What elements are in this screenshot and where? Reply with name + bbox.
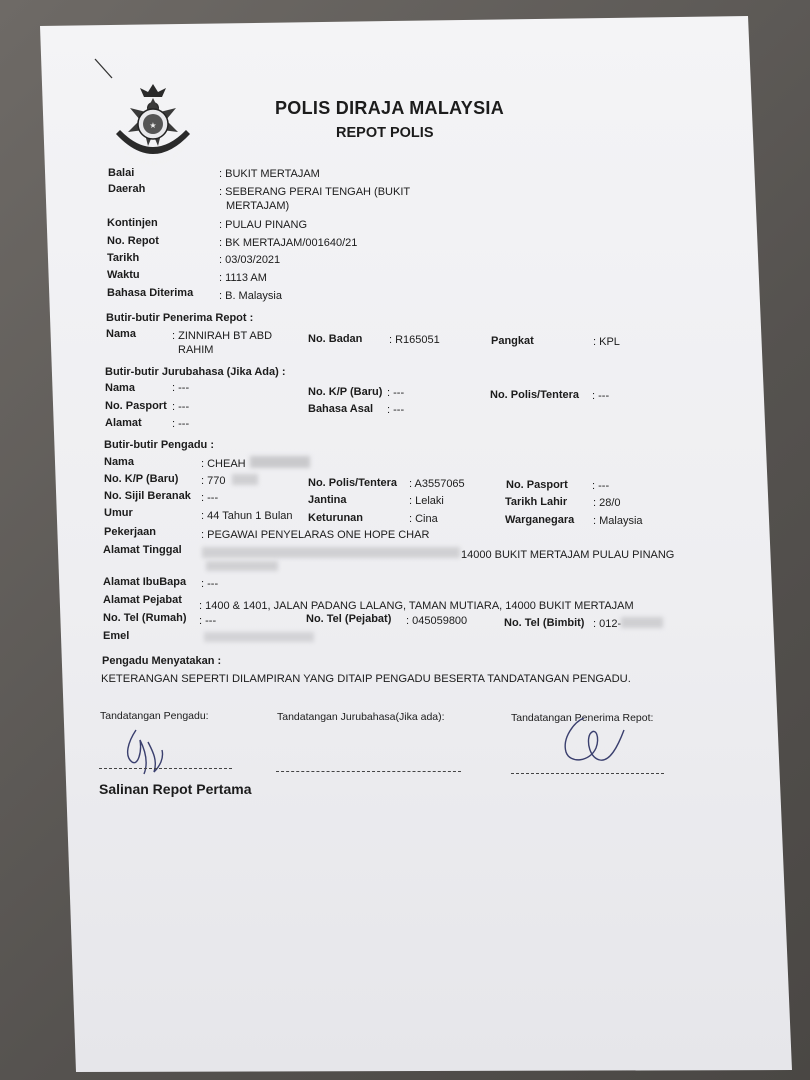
keturunan-value: : Cina xyxy=(409,513,438,525)
redacted-address-cont xyxy=(206,561,278,571)
penerima-nama-value-cont: RAHIM xyxy=(178,344,214,356)
page-subtitle: REPOT POLIS xyxy=(336,125,434,141)
pengadu-signature-icon xyxy=(118,722,178,782)
umur-label: Umur xyxy=(104,507,133,519)
alamat-ibubapa-value: : --- xyxy=(201,578,219,590)
bahasa-asal-label: Bahasa Asal xyxy=(308,403,374,415)
signature-penerima-caption: Tandatangan Penerima Repot: xyxy=(511,712,654,724)
pengadu-pasport-value: : --- xyxy=(592,480,610,492)
jurubahasa-nama-label: Nama xyxy=(105,382,135,394)
daerah-value-cont: MERTAJAM) xyxy=(226,200,290,212)
pangkat-label: Pangkat xyxy=(491,335,534,347)
no-repot-value: : BK MERTAJAM/001640/21 xyxy=(219,237,358,249)
daerah-label: Daerah xyxy=(108,183,146,195)
tel-bimbit-label: No. Tel (Bimbit) xyxy=(504,617,585,629)
tarikh-value: : 03/03/2021 xyxy=(219,254,281,266)
police-crest-icon xyxy=(104,78,202,172)
waktu-label: Waktu xyxy=(107,269,140,281)
statement-text: KETERANGAN SEPERTI DILAMPIRAN YANG DITAIP PENGADU BESERTA TANDATANGAN PENGADU. xyxy=(101,673,631,685)
tel-rumah-value: : --- xyxy=(199,615,217,627)
redacted-address xyxy=(202,547,460,558)
bahasa-diterima-value: : B. Malaysia xyxy=(219,290,282,302)
kontinjen-value: : PULAU PINANG xyxy=(219,219,308,231)
jurubahasa-alamat-value: : --- xyxy=(172,418,190,430)
jurubahasa-pasport-value: : --- xyxy=(172,401,190,413)
umur-value: : 44 Tahun 1 Bulan xyxy=(201,510,293,522)
no-repot-label: No. Repot xyxy=(107,235,159,247)
penerima-signature-icon xyxy=(556,712,636,768)
pengadu-kp-label: No. K/P (Baru) xyxy=(104,473,179,485)
no-badan-label: No. Badan xyxy=(308,333,363,345)
no-badan-value: : R165051 xyxy=(389,334,440,346)
redacted-phone xyxy=(621,617,663,628)
signature-line-jurubahasa xyxy=(276,771,461,772)
alamat-tinggal-value: 14000 BUKIT MERTAJAM PULAU PINANG xyxy=(461,549,675,561)
signature-line-penerima xyxy=(511,773,664,774)
pengadu-polis-value: : A3557065 xyxy=(409,478,465,490)
pekerjaan-label: Pekerjaan xyxy=(104,526,156,538)
redacted-name xyxy=(250,456,310,468)
signature-line-pengadu xyxy=(99,768,232,769)
bahasa-asal-value: : --- xyxy=(387,404,405,416)
keturunan-label: Keturunan xyxy=(308,512,363,524)
pengadu-pasport-label: No. Pasport xyxy=(506,479,568,491)
tel-rumah-label: No. Tel (Rumah) xyxy=(103,612,187,624)
signature-pengadu-caption: Tandatangan Pengadu: xyxy=(100,710,209,722)
statement-heading: Pengadu Menyatakan : xyxy=(102,655,222,667)
balai-value: : BUKIT MERTAJAM xyxy=(219,168,320,180)
jurubahasa-alamat-label: Alamat xyxy=(105,417,142,429)
sijil-beranak-label: No. Sijil Beranak xyxy=(104,490,191,502)
pengadu-polis-label: No. Polis/Tentera xyxy=(308,477,398,489)
jurubahasa-kp-label: No. K/P (Baru) xyxy=(308,386,383,398)
alamat-pejabat-label: Alamat Pejabat xyxy=(103,594,182,606)
waktu-value: : 1113 AM xyxy=(219,272,267,284)
svg-text:POLIS DIRAJA MALAYSIA: POLIS DIRAJA MALAYSIA xyxy=(117,140,189,168)
penerima-nama-label: Nama xyxy=(106,328,136,340)
pekerjaan-value: : PEGAWAI PENYELARAS ONE HOPE CHAR xyxy=(201,529,430,541)
tarikh-lahir-value: : 28/0 xyxy=(593,497,621,509)
tarikh-lahir-label: Tarikh Lahir xyxy=(505,496,568,508)
warganegara-label: Warganegara xyxy=(505,514,575,526)
tel-pejabat-label: No. Tel (Pejabat) xyxy=(306,613,392,625)
penerima-nama-value: : ZINNIRAH BT ABD xyxy=(172,330,273,342)
bahasa-diterima-label: Bahasa Diterima xyxy=(107,287,194,299)
signature-jurubahasa-caption: Tandatangan Jurubahasa(Jika ada): xyxy=(277,711,445,723)
alamat-ibubapa-label: Alamat IbuBapa xyxy=(103,576,187,588)
redacted-email xyxy=(204,632,314,642)
penerima-heading: Butir-butir Penerima Repot : xyxy=(106,312,254,324)
pengadu-kp-value: : 770 xyxy=(201,475,226,487)
jantina-label: Jantina xyxy=(308,494,347,506)
pengadu-nama-label: Nama xyxy=(104,456,134,468)
svg-text:★: ★ xyxy=(149,121,157,130)
balai-label: Balai xyxy=(108,167,135,179)
redacted-kp xyxy=(232,474,258,485)
jurubahasa-polis-label: No. Polis/Tentera xyxy=(490,389,580,401)
tarikh-label: Tarikh xyxy=(107,252,140,264)
daerah-value: : SEBERANG PERAI TENGAH (BUKIT xyxy=(219,186,411,198)
pengadu-nama-value: : CHEAH xyxy=(201,458,246,470)
jurubahasa-heading: Butir-butir Jurubahasa (Jika Ada) : xyxy=(105,366,286,378)
pengadu-heading: Butir-butir Pengadu : xyxy=(104,439,214,451)
alamat-pejabat-value: : 1400 & 1401, JALAN PADANG LALANG, TAMAN MUTIARA, 14000 BUKIT MERTAJAM xyxy=(199,600,634,612)
sijil-beranak-value: : --- xyxy=(201,492,219,504)
warganegara-value: : Malaysia xyxy=(593,515,643,527)
tel-bimbit-value: : 012- xyxy=(593,618,622,630)
pangkat-value: : KPL xyxy=(593,336,620,348)
tel-pejabat-value: : 045059800 xyxy=(406,615,468,627)
jantina-value: : Lelaki xyxy=(409,495,444,507)
kontinjen-label: Kontinjen xyxy=(107,217,158,229)
jurubahasa-pasport-label: No. Pasport xyxy=(105,400,167,412)
jurubahasa-kp-value: : --- xyxy=(387,387,405,399)
emel-label: Emel xyxy=(103,630,130,642)
alamat-tinggal-label: Alamat Tinggal xyxy=(103,544,182,556)
jurubahasa-nama-value: : --- xyxy=(172,382,190,394)
jurubahasa-polis-value: : --- xyxy=(592,390,610,402)
page-title: POLIS DIRAJA MALAYSIA xyxy=(275,98,504,118)
footer-copy-label: Salinan Repot Pertama xyxy=(99,781,252,797)
